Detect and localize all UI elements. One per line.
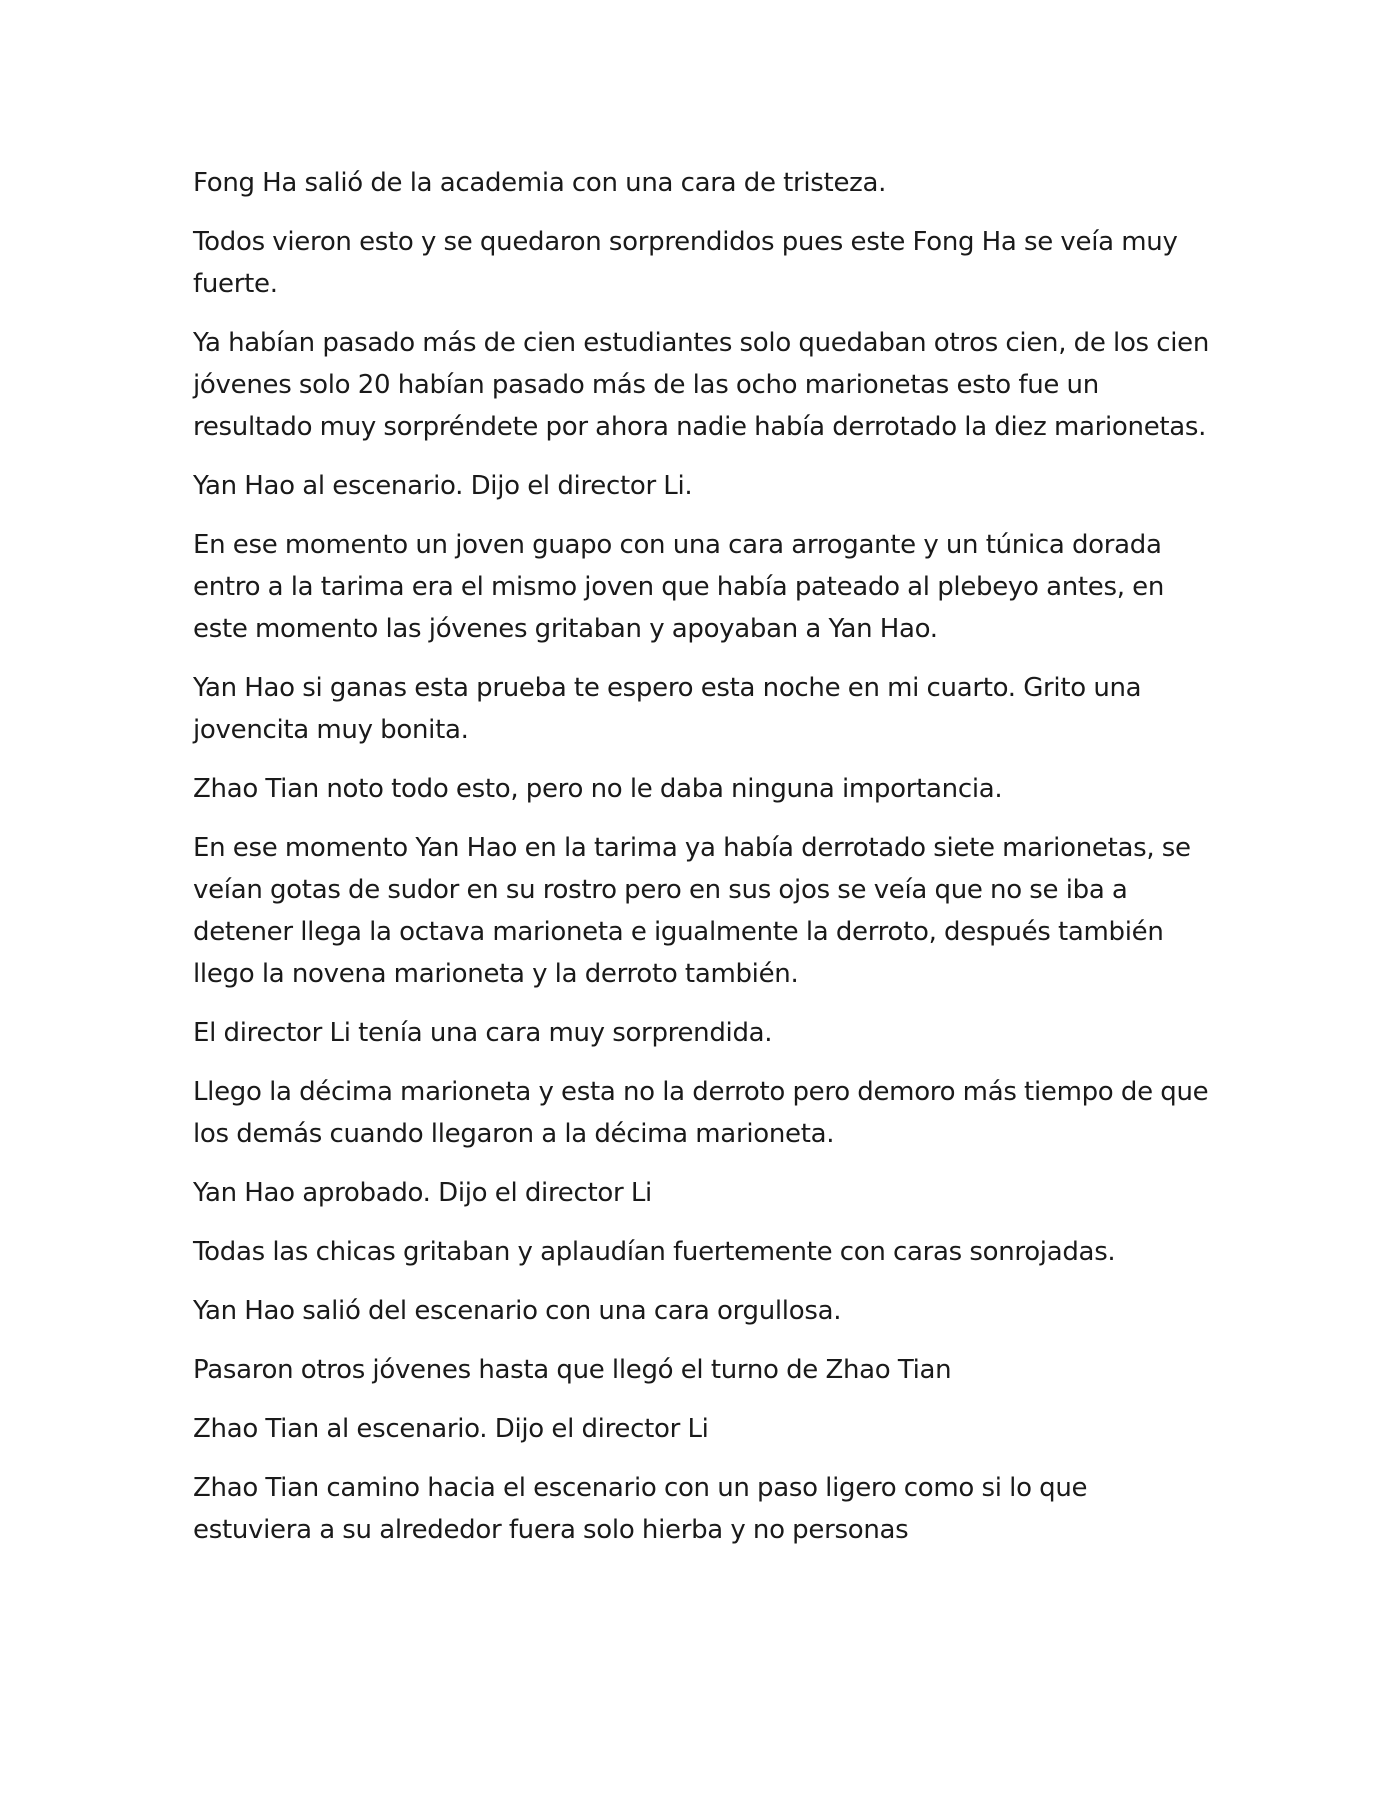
- paragraph: Zhao Tian al escenario. Dijo el director Li: [193, 1414, 709, 1444]
- paragraph: Todos vieron esto y se quedaron sorprendidos pues este Fong Ha se veía muy fuerte.: [193, 227, 1178, 299]
- paragraph: En ese momento Yan Hao en la tarima ya había derrotado siete marionetas, se veían gotas de sudor en su rostro pero en sus ojos se veía que no se iba a detener llega la octava marioneta e igualmente la derroto, después también llego la novena marioneta y la derroto también.: [193, 833, 1191, 989]
- paragraph: Pasaron otros jóvenes hasta que llegó el turno de Zhao Tian: [193, 1355, 952, 1385]
- document-body: [193, 162, 1213, 1568]
- paragraph: Yan Hao aprobado. Dijo el director Li: [193, 1178, 652, 1208]
- paragraph: Yan Hao al escenario. Dijo el director Li.: [193, 471, 693, 501]
- paragraph: El director Li tenía una cara muy sorprendida.: [193, 1018, 773, 1048]
- paragraph: Yan Hao si ganas esta prueba te espero esta noche en mi cuarto. Grito una jovencita muy bonita.: [193, 673, 1142, 745]
- paragraph: Yan Hao salió del escenario con una cara orgullosa.: [193, 1296, 842, 1326]
- paragraph: Todas las chicas gritaban y aplaudían fuertemente con caras sonrojadas.: [193, 1237, 1116, 1267]
- paragraph: Ya habían pasado más de cien estudiantes solo quedaban otros cien, de los cien jóvenes solo 20 habían pasado más de las ocho marionetas esto fue un resultado muy sorpréndete por ahora nadie había derrotado la diez marionetas.: [193, 328, 1210, 442]
- paragraph: Llego la décima marioneta y esta no la derroto pero demoro más tiempo de que los demás cuando llegaron a la décima marioneta.: [193, 1077, 1209, 1149]
- paragraph: Zhao Tian camino hacia el escenario con un paso ligero como si lo que estuviera a su alrededor fuera solo hierba y no personas: [193, 1473, 1088, 1545]
- paragraph: En ese momento un joven guapo con una cara arrogante y un túnica dorada entro a la tarima era el mismo joven que había pateado al plebeyo antes, en este momento las jóvenes gritaban y apoyaban a Yan Hao.: [193, 530, 1165, 644]
- paragraph: Zhao Tian noto todo esto, pero no le daba ninguna importancia.: [193, 774, 1003, 804]
- paragraph: Fong Ha salió de la academia con una cara de tristeza.: [193, 168, 887, 198]
